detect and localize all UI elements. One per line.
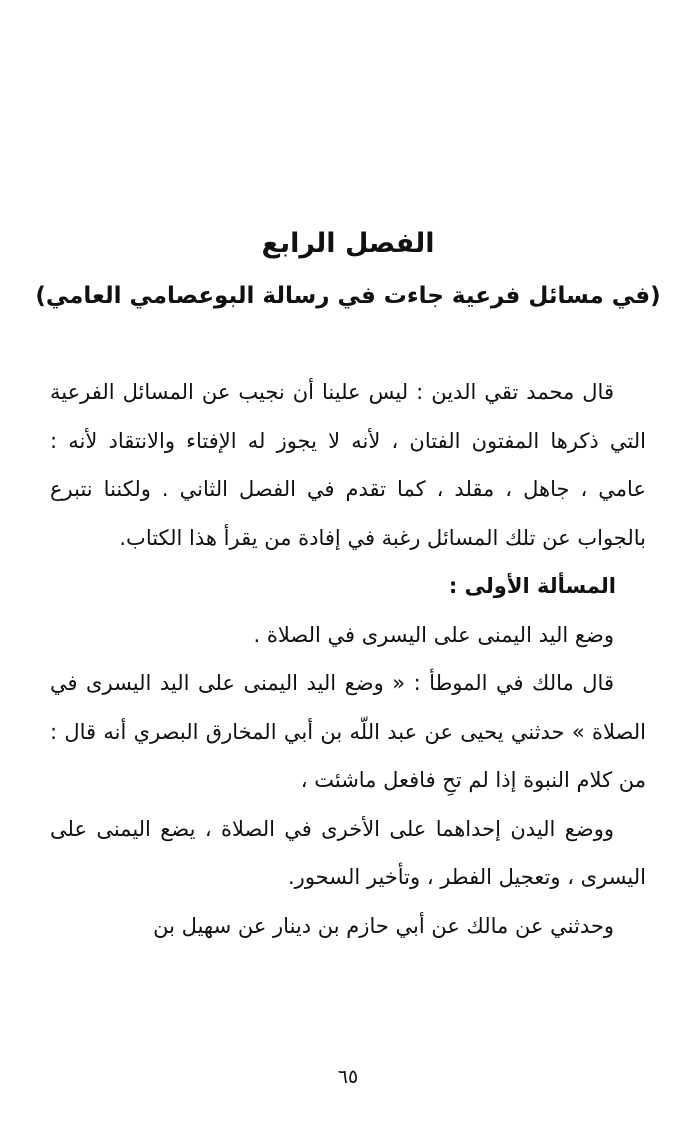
section-heading: المسألة الأولى : xyxy=(448,574,616,598)
intro-paragraph: قال محمد تقي الدين : ليس علينا أن نجيب عن المسائل الفرعية التي ذكرها المفتون الفتان ، لأنه لا يجوز له الإفتاء والانتقاد لأنه : عامي ، جاهل ، مقلد ، كما تقدم في الفصل الثاني . ولكننا نتبرع بالجواب عن تلك المسائل رغبة في إفادة من يقرأ هذا الكتاب. xyxy=(50,380,646,550)
chapter-title: الفصل الرابع xyxy=(261,228,435,259)
body-text xyxy=(50,368,646,950)
paragraph-muwatta: قال مالك في الموطأ : « وضع اليد اليمنى على اليد اليسرى في الصلاة » حدثني يحيى عن عبد اللّه بن أبي المخارق البصري أنه قال : من كلام النبوة إذا لم تحِ فافعل ماشئت ، xyxy=(50,671,646,792)
page-number: ٦٥ xyxy=(337,1066,359,1088)
paragraph-hadith-chain: وحدثني عن مالك عن أبي حازم بن دينار عن سهيل بن xyxy=(153,913,614,938)
paragraph-topic: وضع اليد اليمنى على اليسرى في الصلاة . xyxy=(253,622,614,647)
paragraph-hands: ووضع اليدن إحداهما على الأخرى في الصلاة ، يضع اليمنى على اليسرى ، وتعجيل الفطر ، وتأخير السحور. xyxy=(50,816,646,889)
chapter-subtitle: (في مسائل فرعية جاءت في رسالة البوعصامي العامي) xyxy=(35,283,661,309)
